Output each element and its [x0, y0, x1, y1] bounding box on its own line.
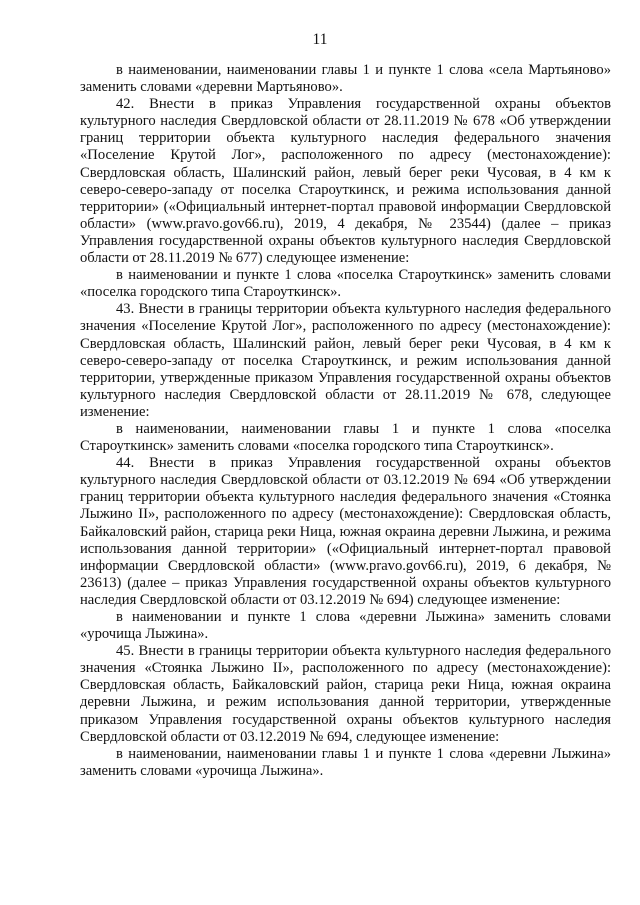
paragraph-45-change: в наименовании, наименовании главы 1 и пункте 1 слова «деревни Лыжина» заменить словами «урочища Лыжина». [80, 745, 611, 779]
document-body [80, 62, 611, 780]
paragraph-44-change: в наименовании и пункте 1 слова «деревни Лыжина» заменить словами «урочища Лыжина». [80, 609, 611, 643]
paragraph-43: 43. Внести в границы территории объекта культурного наследия федерального значения «Поселение Крутой Лог», расположенного по адресу (местонахождение): Свердловская область, Шалинский район, левый берег реки Чусовая, в 4 км к северо-северо-западу от поселка Староуткинск, и режим использования данной территории, утвержденные приказом Управления государственной охраны объектов культурного наследия Свердловской области от 28.11.2019 № 678, следующее изменение: [80, 301, 611, 420]
paragraph-45: 45. Внести в границы территории объекта культурного наследия федерального значения «Стоянка Лыжино II», расположенного по адресу (местонахождение): Свердловская область, Байкаловский район, старица реки Ница, южная окраина деревни Лыжина, и режим использования данной территории, утвержденные приказом Управления государственной охраны объектов культурного наследия Свердловской области от 03.12.2019 № 694, следующее изменение: [80, 643, 611, 745]
paragraph-43-change: в наименовании, наименовании главы 1 и пункте 1 слова «поселка Староуткинск» заменить словами «поселка городского типа Староуткинск». [80, 420, 611, 455]
paragraph-41-continuation: в наименовании, наименовании главы 1 и пункте 1 слова «села Мартьяново» заменить словами «деревни Мартьяново». [80, 62, 611, 96]
paragraph-42-change: в наименовании и пункте 1 слова «поселка Староуткинск» заменить словами «поселка городского типа Староуткинск». [80, 267, 611, 301]
paragraph-44: 44. Внести в приказ Управления государственной охраны объектов культурного наследия Свердловской области от 03.12.2019 № 694 «Об утверждении границ территории объекта культурного наследия федерального значения «Стоянка Лыжино II», расположенного по адресу (местонахождение): Свердловская область, Байкаловский район, старица реки Ница, южная окраина деревни Лыжина, и режима использования данной территории» («Официальный интернет-портал правовой информации Свердловской области» (www.pravo.gov66.ru), 2019, 6 декабря, № 23613) (далее – приказ Управления государственной охраны объектов культурного наследия Свердловской области от 03.12.2019 № 694) следующее изменение: [80, 455, 611, 608]
page-number: 11 [312, 31, 328, 48]
paragraph-42: 42. Внести в приказ Управления государственной охраны объектов культурного наследия Свердловской области от 28.11.2019 № 678 «Об утверждении границ территории объекта культурного наследия федерального значения «Поселение Крутой Лог», расположенного по адресу (местонахождение): Свердловская область, Шалинский район, левый берег реки Чусовая, в 4 км к северо-северо-западу от поселка Староуткинск, и режима использования данной территории» («Официальный интернет-портал правовой информации Свердловской области» (www.pravo.gov66.ru), 2019, 4 декабря, № 23544) (далее – приказ Управления государственной охраны объектов культурного наследия Свердловской области от 28.11.2019 № 677) следующее изменение: [80, 96, 611, 267]
